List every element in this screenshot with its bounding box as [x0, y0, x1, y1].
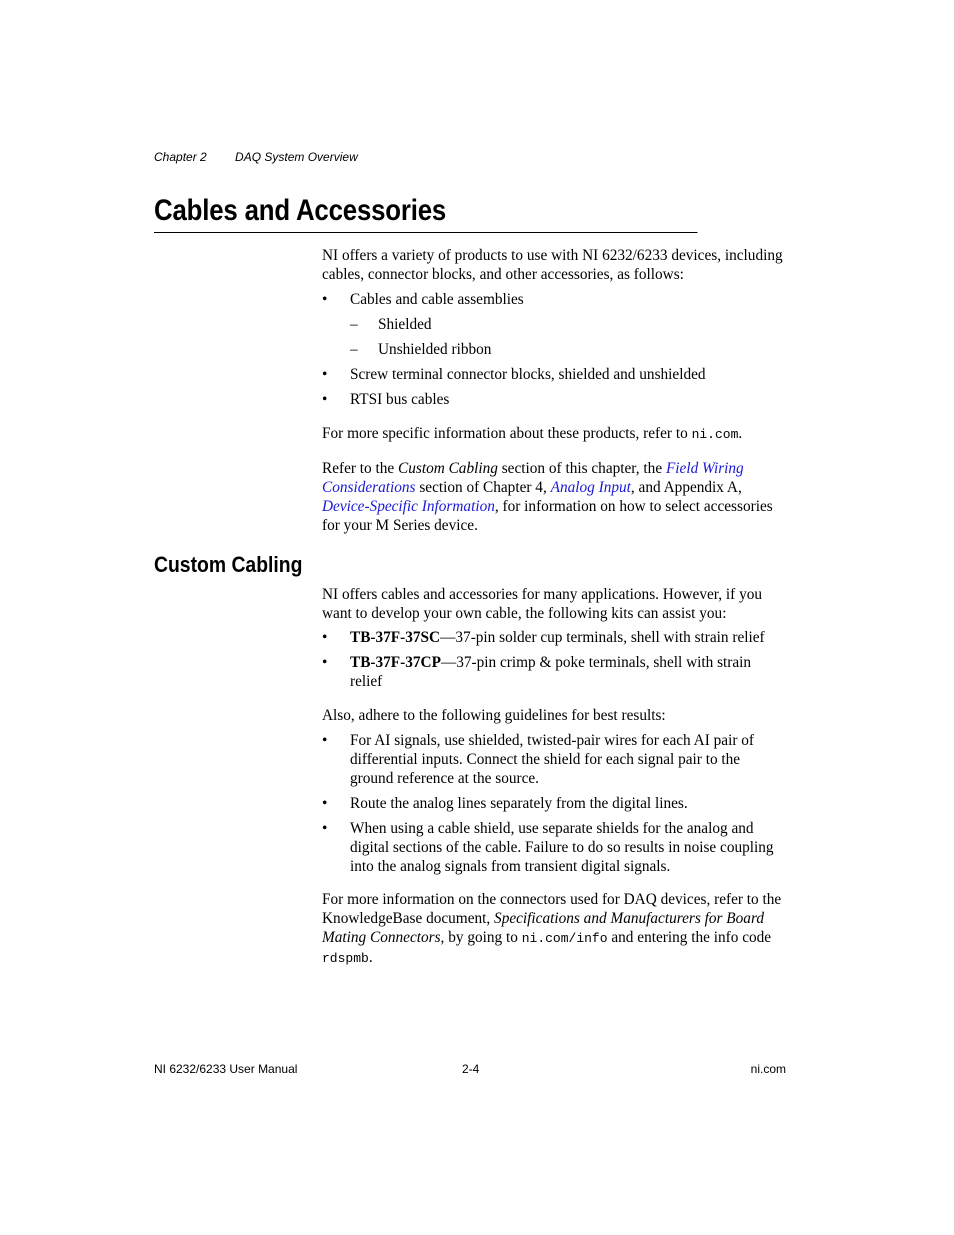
footer-site: ni.com — [750, 1062, 786, 1076]
more-info-paragraph — [322, 424, 786, 444]
bullet-marker: • — [322, 654, 328, 671]
bullet-marker: • — [322, 732, 328, 749]
guideline-text: Route the analog lines separately from the digital lines. — [350, 795, 688, 812]
bullet-marker: • — [322, 629, 328, 646]
custom-cabling-ref: Custom Cabling — [398, 460, 498, 477]
chapter-title: DAQ System Overview — [235, 150, 358, 164]
dash-marker: – — [350, 316, 358, 333]
more-info-post: . — [738, 425, 743, 442]
list-item-text: Unshielded ribbon — [378, 341, 492, 358]
refer-text-2: section of this chapter, the — [497, 460, 666, 477]
refer-text-5: , for information on how to select accessories for your M Series device. — [322, 498, 773, 534]
ni-com-info-link[interactable]: ni.com/info — [521, 931, 608, 946]
guidelines-intro — [322, 706, 786, 725]
list-item-text: Screw terminal connector blocks, shielded and unshielded — [350, 366, 706, 383]
more-info-pre: For more specific information about these products, refer to — [322, 425, 692, 442]
refer-paragraph — [322, 459, 786, 535]
bullet-marker: • — [322, 366, 328, 383]
ni-com-link[interactable]: ni.com — [691, 427, 739, 442]
guideline-text: For AI signals, use shielded, twisted-pair wires for each AI pair of differential inputs. Connect the shield for each signal pair to the ground reference at the source. — [350, 732, 754, 787]
closing-text-1: For more information on the connectors used for DAQ devices, refer to the KnowledgeBase document, — [322, 891, 782, 927]
closing-text-3: and entering the info code — [607, 929, 772, 946]
analog-input-link[interactable]: Analog Input — [550, 479, 631, 496]
running-header — [154, 150, 358, 164]
intro-paragraph — [322, 246, 786, 284]
info-code: rdspmb — [322, 951, 369, 966]
field-wiring-link[interactable]: Field Wiring Considerations — [322, 460, 744, 496]
chapter-label: Chapter 2 — [154, 150, 207, 164]
device-specific-link[interactable]: Device-Specific Information — [322, 498, 495, 515]
guidelines-intro-text: Also, adhere to the following guidelines for best results: — [322, 707, 666, 724]
dash-marker: – — [350, 341, 358, 358]
closing-paragraph — [322, 890, 786, 968]
bullet-marker: • — [322, 391, 328, 408]
closing-text-2: , by going to — [440, 929, 522, 946]
kit-desc: —37-pin crimp & poke terminals, shell with strain relief — [350, 654, 752, 690]
kb-document-title: Specifications and Manufacturers for Board Mating Connectors — [322, 910, 764, 946]
footer-manual-title: NI 6232/6233 User Manual — [154, 1062, 298, 1076]
list-item-text: RTSI bus cables — [350, 391, 450, 408]
kit-desc: —37-pin solder cup terminals, shell with strain relief — [440, 629, 765, 646]
closing-text — [322, 890, 786, 968]
refer-text-4: , and Appendix A, — [630, 479, 742, 496]
bullet-marker: • — [322, 291, 328, 308]
section-heading-cables: Cables and Accessories — [154, 194, 698, 233]
custom-intro-text: NI offers cables and accessories for many applications. However, if you want to develop your own cable, the following kits can assist you: — [322, 586, 763, 622]
footer-page-number: 2-4 — [462, 1062, 480, 1076]
kit-text — [350, 653, 786, 691]
list-item-text: Cables and cable assemblies — [350, 291, 524, 308]
bullet-marker: • — [322, 820, 328, 837]
kit-name: TB-37F-37SC — [350, 629, 441, 646]
refer-text-3: section of Chapter 4, — [415, 479, 551, 496]
custom-intro-paragraph — [322, 585, 786, 623]
section-heading-custom-cabling: Custom Cabling — [154, 552, 303, 577]
bullet-marker: • — [322, 795, 328, 812]
guideline-text: When using a cable shield, use separate shields for the analog and digital sections of the cable. Failure to do so results in noise coupling into the analog signals from transient digital signals. — [350, 820, 774, 875]
closing-text-4: . — [368, 949, 373, 966]
intro-text: NI offers a variety of products to use with NI 6232/6233 devices, including cables, connector blocks, and other accessories, as follows: — [322, 247, 783, 283]
kit-text — [350, 628, 786, 647]
list-item-text: Shielded — [378, 316, 432, 333]
more-info-text — [322, 424, 786, 444]
refer-text — [322, 459, 786, 535]
kit-name: TB-37F-37CP — [350, 654, 441, 671]
refer-text-1: Refer to the — [322, 460, 399, 477]
